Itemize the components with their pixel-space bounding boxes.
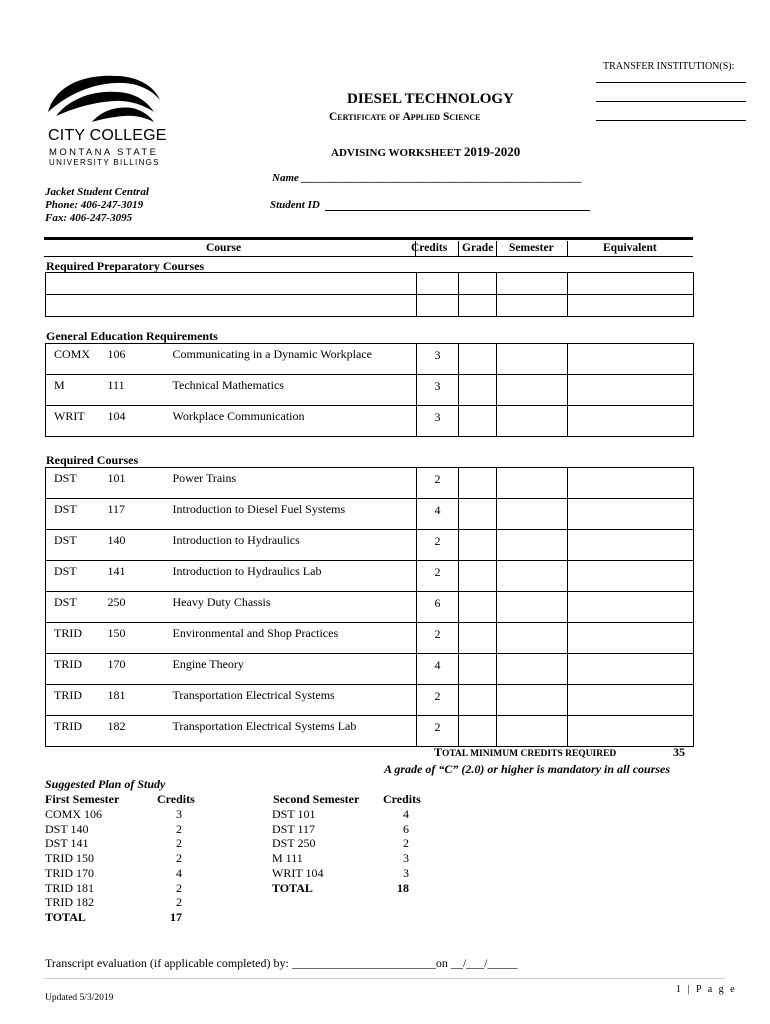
course-title: Technical Mathematics [173, 375, 417, 406]
course-title: Introduction to Hydraulics Lab [173, 561, 417, 592]
second-semester-courses [272, 807, 323, 895]
table-row [46, 406, 694, 437]
plan-item: 3 [403, 865, 409, 880]
course-subject: DST [46, 592, 108, 623]
table-row [46, 499, 694, 530]
course-title: Workplace Communication [173, 406, 417, 437]
course-title: Environmental and Shop Practices [173, 623, 417, 654]
grade-cell[interactable] [459, 716, 497, 747]
course-subject: M [46, 375, 108, 406]
course-subject: TRID [46, 716, 108, 747]
grade-cell[interactable] [459, 530, 497, 561]
semester-cell[interactable] [497, 499, 568, 530]
course-number: 250 [108, 592, 173, 623]
plan-item: 2 [176, 821, 182, 836]
plan-item: DST 117 [272, 821, 316, 836]
plan-item: WRIT 104 [272, 865, 324, 880]
total-minimum-value: 35 [673, 745, 685, 759]
grade-cell[interactable] [459, 406, 497, 437]
plan-total: 17 [170, 909, 182, 924]
logo-mark-icon [46, 72, 162, 124]
course-number: 140 [108, 530, 173, 561]
course-credits: 2 [417, 561, 459, 592]
course-subject: WRIT [46, 406, 108, 437]
plan-item: 2 [403, 836, 409, 851]
plan-item: TRID 150 [45, 851, 94, 866]
equivalent-cell[interactable] [568, 273, 694, 295]
course-subject: DST [46, 468, 108, 499]
course-number: 150 [108, 623, 173, 654]
equivalent-cell[interactable] [568, 375, 694, 406]
course-credits: 3 [417, 406, 459, 437]
grade-cell[interactable] [459, 468, 497, 499]
col-semester: Semester [509, 242, 554, 254]
logo-montana-state: MONTANA STATE [49, 147, 159, 158]
course-title: Transportation Electrical Systems Lab [173, 716, 417, 747]
contact-info [45, 186, 149, 225]
table-row [46, 561, 694, 592]
plan-item: 2 [176, 836, 182, 851]
course-subject: COMX [46, 344, 108, 375]
equivalent-cell[interactable] [568, 499, 694, 530]
transfer-institution-label: TRANSFER INSTITUTION(S): [603, 61, 735, 72]
course-number: 141 [108, 561, 173, 592]
header-divider [496, 241, 497, 256]
transfer-line-2[interactable] [596, 101, 746, 102]
equivalent-cell[interactable] [568, 685, 694, 716]
student-id-field[interactable] [325, 210, 590, 211]
equivalent-cell[interactable] [568, 295, 694, 317]
header-divider [567, 241, 568, 256]
worksheet-label: ADVISING WORKSHEET [331, 147, 462, 159]
course-credits: 4 [417, 499, 459, 530]
contact-phone: Phone: 406-247-3019 [45, 199, 144, 211]
semester-cell[interactable] [497, 295, 568, 317]
course-credits: 3 [417, 344, 459, 375]
total-min-initial: T [434, 745, 443, 759]
table-row [46, 344, 694, 375]
header-divider [458, 241, 459, 256]
plan-item: TRID 170 [45, 865, 94, 880]
semester-cell[interactable] [497, 530, 568, 561]
course-title: Engine Theory [173, 654, 417, 685]
course-number: 117 [108, 499, 173, 530]
header-divider [415, 241, 416, 256]
footer-rule [44, 978, 725, 979]
table-row [46, 295, 694, 317]
equivalent-cell[interactable] [568, 623, 694, 654]
plan-item: M 111 [272, 851, 303, 866]
plan-item: 2 [176, 880, 182, 895]
second-credits-heading: Credits [383, 792, 421, 806]
course-title: Introduction to Diesel Fuel Systems [173, 499, 417, 530]
contact-fax: Fax: 406-247-3095 [45, 212, 133, 224]
general-education-table [45, 343, 694, 437]
table-row [46, 623, 694, 654]
plan-item: DST 250 [272, 836, 316, 851]
grade-cell[interactable] [459, 561, 497, 592]
header-rule-bottom [44, 256, 693, 257]
course-number: 104 [108, 406, 173, 437]
grade-cell[interactable] [459, 592, 497, 623]
plan-item: 2 [176, 895, 182, 910]
logo-city-college: CITY COLLEGE [48, 127, 167, 144]
course-title: Communicating in a Dynamic Workplace [173, 344, 417, 375]
second-semester-credits [387, 807, 409, 895]
course-title: Introduction to Hydraulics [173, 530, 417, 561]
semester-cell[interactable] [497, 273, 568, 295]
equivalent-cell[interactable] [568, 468, 694, 499]
grade-cell[interactable] [459, 295, 497, 317]
first-semester-heading: First Semester [45, 792, 120, 806]
table-row [46, 375, 694, 406]
equivalent-cell[interactable] [568, 344, 694, 375]
course-credits: 4 [417, 654, 459, 685]
equivalent-cell[interactable] [568, 530, 694, 561]
plan-item: DST 101 [272, 807, 316, 821]
transcript-evaluation-line[interactable]: Transcript evaluation (if applicable completed) by: ________________________on __/___/_____ [45, 956, 518, 970]
plan-total: 18 [397, 880, 409, 895]
required-courses-table [45, 467, 694, 747]
equivalent-cell[interactable] [568, 592, 694, 623]
course-number: 181 [108, 685, 173, 716]
prep-course-cell[interactable] [46, 295, 417, 317]
course-number: 182 [108, 716, 173, 747]
section-preparatory: Required Preparatory Courses [46, 259, 205, 273]
course-number: 101 [108, 468, 173, 499]
plan-item: 2 [176, 851, 182, 866]
plan-total: TOTAL [45, 909, 86, 924]
grade-cell[interactable] [459, 344, 497, 375]
page-number-value: 1 [676, 984, 683, 995]
worksheet-heading [331, 144, 520, 160]
table-row [46, 716, 694, 747]
plan-item: 3 [403, 851, 409, 866]
transfer-line-1[interactable] [596, 82, 746, 83]
semester-cell[interactable] [497, 685, 568, 716]
page-number [676, 984, 737, 995]
course-number: 106 [108, 344, 173, 375]
course-credits: 2 [417, 716, 459, 747]
credits-cell[interactable] [417, 295, 459, 317]
semester-cell[interactable] [497, 468, 568, 499]
course-title: Power Trains [173, 468, 417, 499]
table-row [46, 530, 694, 561]
page-subtitle: Certificate of Applied Science [329, 111, 481, 123]
name-field[interactable]: Name ___________________________________________________ [272, 172, 583, 184]
plan-item: DST 141 [45, 836, 89, 851]
course-subject: TRID [46, 623, 108, 654]
equivalent-cell[interactable] [568, 406, 694, 437]
logo-university-billings: UNIVERSITY BILLINGS [49, 158, 160, 167]
course-subject: TRID [46, 654, 108, 685]
table-row [46, 654, 694, 685]
course-title: Transportation Electrical Systems [173, 685, 417, 716]
section-general-education: General Education Requirements [46, 329, 218, 343]
course-credits: 2 [417, 530, 459, 561]
first-semester-credits [160, 807, 182, 925]
page-label: | P a g e [687, 984, 737, 995]
section-required-courses: Required Courses [46, 453, 139, 467]
plan-item: TRID 182 [45, 895, 94, 910]
city-college-logo [44, 72, 169, 170]
total-min-rest: OTAL MINIMUM CREDITS REQUIRED [442, 749, 617, 759]
plan-item: 6 [403, 821, 409, 836]
equivalent-cell[interactable] [568, 654, 694, 685]
plan-item: 4 [176, 865, 182, 880]
semester-cell[interactable] [497, 654, 568, 685]
equivalent-cell[interactable] [568, 716, 694, 747]
course-credits: 3 [417, 375, 459, 406]
credits-cell[interactable] [417, 273, 459, 295]
course-credits: 2 [417, 685, 459, 716]
worksheet-year: 2019-2020 [463, 144, 521, 159]
student-id-label: Student ID [270, 199, 320, 211]
semester-cell[interactable] [497, 592, 568, 623]
semester-cell[interactable] [497, 375, 568, 406]
course-credits: 2 [417, 468, 459, 499]
semester-cell[interactable] [497, 716, 568, 747]
table-row [46, 592, 694, 623]
plan-of-study-title: Suggested Plan of Study [45, 777, 166, 791]
plan-item: DST 140 [45, 821, 89, 836]
course-number: 111 [108, 375, 173, 406]
first-credits-heading: Credits [157, 792, 195, 806]
course-subject: DST [46, 530, 108, 561]
semester-cell[interactable] [497, 561, 568, 592]
col-credits: Credits [411, 242, 448, 254]
course-subject: DST [46, 561, 108, 592]
grade-requirement-note: A grade of “C” (2.0) or higher is mandatory in all courses [384, 762, 671, 776]
grade-cell[interactable] [459, 499, 497, 530]
semester-cell[interactable] [497, 344, 568, 375]
grade-cell[interactable] [459, 273, 497, 295]
col-equivalent: Equivalent [603, 242, 657, 254]
course-subject: TRID [46, 685, 108, 716]
updated-date: Updated 5/3/2019 [45, 993, 114, 1003]
header-rule [44, 237, 693, 240]
course-number: 170 [108, 654, 173, 685]
first-semester-courses [45, 807, 102, 925]
plan-item: 4 [403, 807, 409, 821]
plan-item: TRID 181 [45, 880, 94, 895]
contact-office: Jacket Student Central [45, 186, 149, 198]
table-row [46, 468, 694, 499]
plan-total: TOTAL [272, 880, 313, 895]
semester-cell[interactable] [497, 623, 568, 654]
transfer-line-3[interactable] [596, 120, 746, 121]
equivalent-cell[interactable] [568, 561, 694, 592]
prep-course-cell[interactable] [46, 273, 417, 295]
grade-cell[interactable] [459, 654, 497, 685]
course-credits: 2 [417, 623, 459, 654]
preparatory-table [45, 272, 694, 317]
col-grade: Grade [462, 242, 494, 254]
grade-cell[interactable] [459, 375, 497, 406]
course-subject: DST [46, 499, 108, 530]
table-row [46, 685, 694, 716]
table-row [46, 273, 694, 295]
page-title: DIESEL TECHNOLOGY [347, 91, 514, 107]
course-credits: 6 [417, 592, 459, 623]
total-minimum-label [434, 745, 616, 760]
grade-cell[interactable] [459, 623, 497, 654]
second-semester-heading: Second Semester [273, 792, 360, 806]
grade-cell[interactable] [459, 685, 497, 716]
course-title: Heavy Duty Chassis [173, 592, 417, 623]
col-course: Course [206, 242, 242, 254]
plan-item: 3 [176, 807, 182, 821]
plan-item: COMX 106 [45, 807, 103, 821]
semester-cell[interactable] [497, 406, 568, 437]
